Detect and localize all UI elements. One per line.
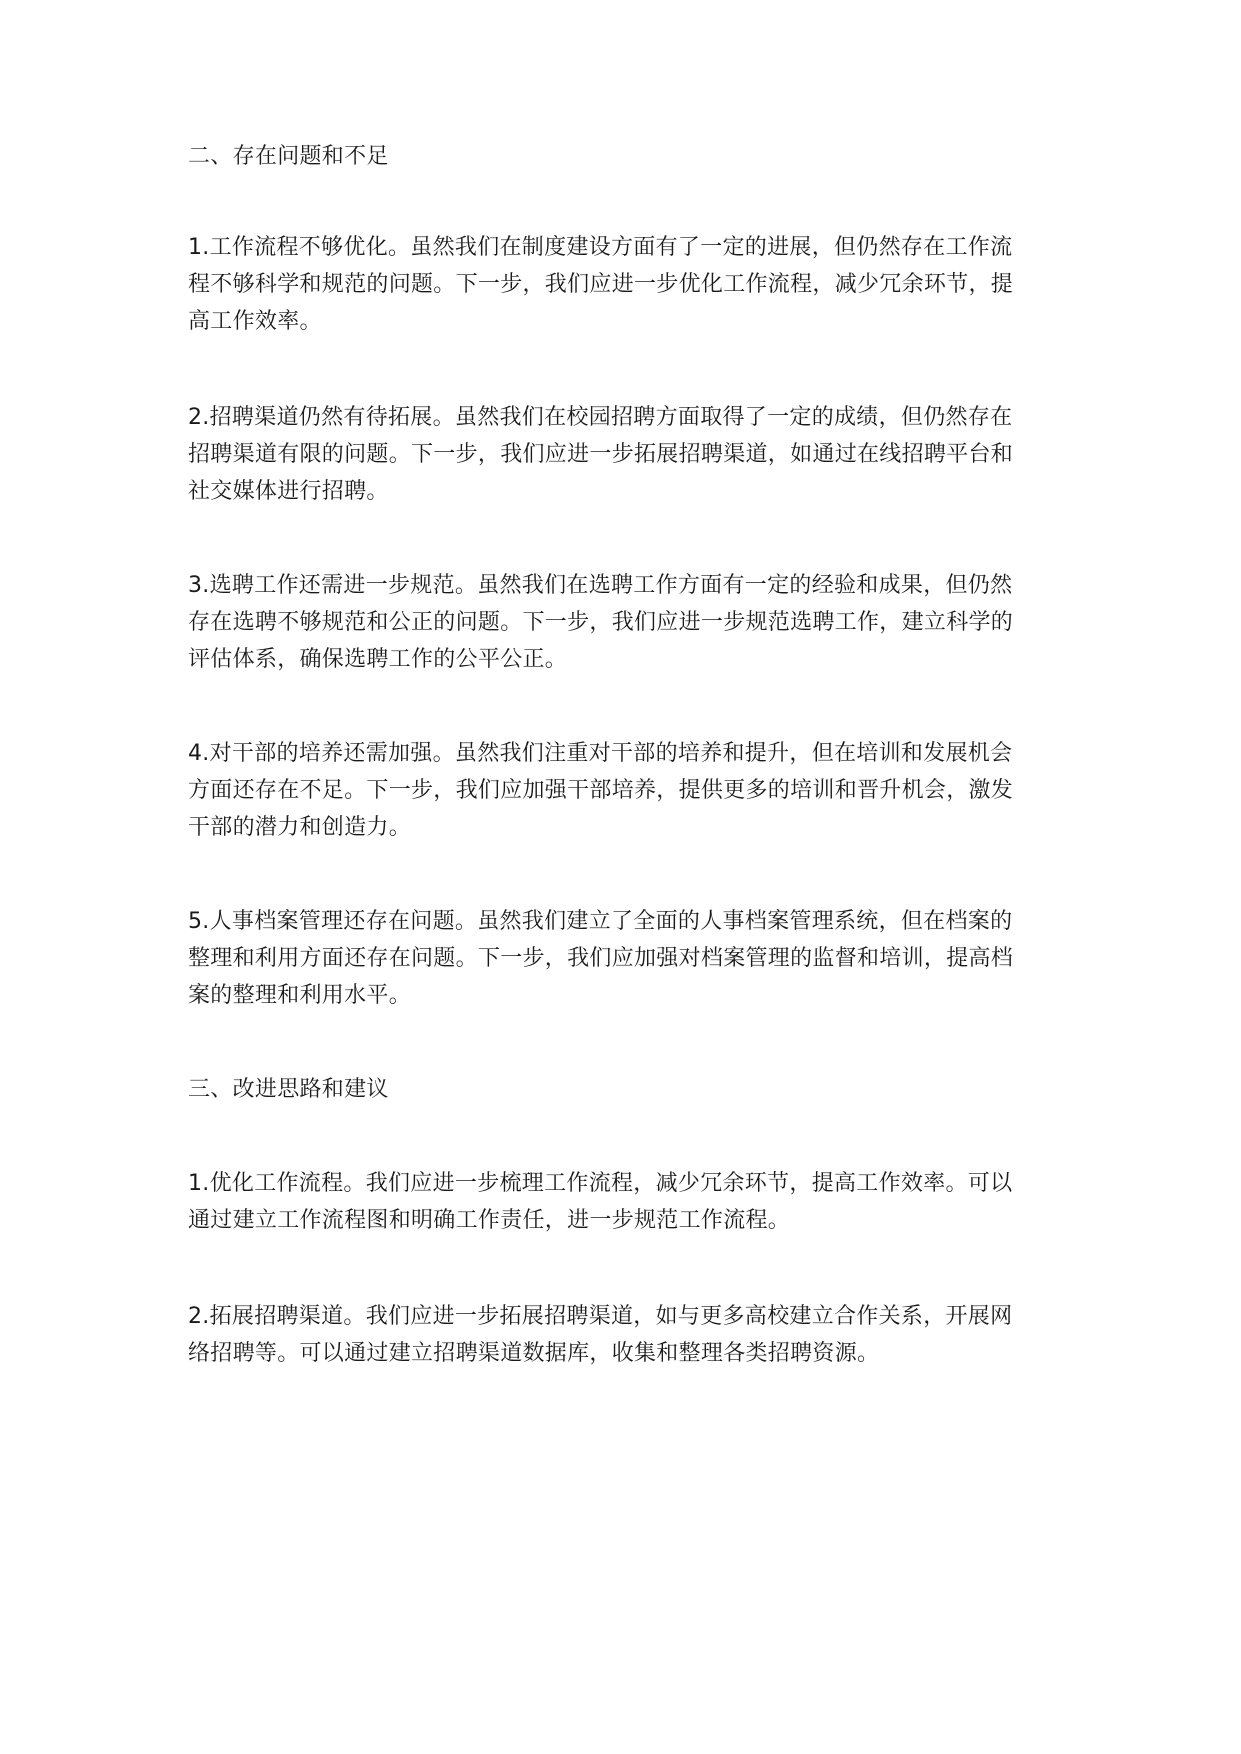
paragraph-line: 络招聘等。可以通过建立招聘渠道数据库，收集和整理各类招聘资源。 xyxy=(188,1341,880,1366)
paragraph-line: 招聘渠道有限的问题。下一步，我们应进一步拓展招聘渠道，如通过在线招聘平台和 xyxy=(188,442,1014,467)
paragraph-line: 方面还存在不足。下一步，我们应加强干部培养，提供更多的培训和晋升机会，激发 xyxy=(188,778,1014,803)
paragraph-line: 程不够科学和规范的问题。下一步，我们应进一步优化工作流程，减少冗余环节，提 xyxy=(188,272,1014,297)
paragraph-line: 整理和利用方面还存在问题。下一步，我们应加强对档案管理的监督和培训，提高档 xyxy=(188,946,1014,971)
paragraph-line: 1.优化工作流程。我们应进一步梳理工作流程，减少冗余环节，提高工作效率。可以 xyxy=(188,1171,1013,1196)
paragraph-line: 评估体系，确保选聘工作的公平公正。 xyxy=(188,647,568,672)
paragraph-line: 案的整理和利用水平。 xyxy=(188,983,412,1008)
section-heading-problems: 二、存在问题和不足 xyxy=(188,144,389,169)
paragraph-line: 通过建立工作流程图和明确工作责任，进一步规范工作流程。 xyxy=(188,1208,791,1233)
paragraph-line: 1.工作流程不够优化。虽然我们在制度建设方面有了一定的进展，但仍然存在工作流 xyxy=(188,235,1013,260)
document-page xyxy=(188,0,1058,1754)
paragraph-line: 2.招聘渠道仍然有待拓展。虽然我们在校园招聘方面取得了一定的成绩，但仍然存在 xyxy=(188,405,1013,430)
paragraph-line: 干部的潜力和创造力。 xyxy=(188,815,412,840)
paragraph-line: 4.对干部的培养还需加强。虽然我们注重对干部的培养和提升，但在培训和发展机会 xyxy=(188,741,1013,766)
paragraph-line: 高工作效率。 xyxy=(188,309,322,334)
paragraph-line: 社交媒体进行招聘。 xyxy=(188,479,389,504)
paragraph-line: 2.拓展招聘渠道。我们应进一步拓展招聘渠道，如与更多高校建立合作关系，开展网 xyxy=(188,1304,1013,1329)
section-heading-suggestions: 三、改进思路和建议 xyxy=(188,1077,389,1102)
paragraph-line: 存在选聘不够规范和公正的问题。下一步，我们应进一步规范选聘工作，建立科学的 xyxy=(188,610,1014,635)
paragraph-line: 3.选聘工作还需进一步规范。虽然我们在选聘工作方面有一定的经验和成果，但仍然 xyxy=(188,573,1013,598)
paragraph-line: 5.人事档案管理还存在问题。虽然我们建立了全面的人事档案管理系统，但在档案的 xyxy=(188,909,1013,934)
